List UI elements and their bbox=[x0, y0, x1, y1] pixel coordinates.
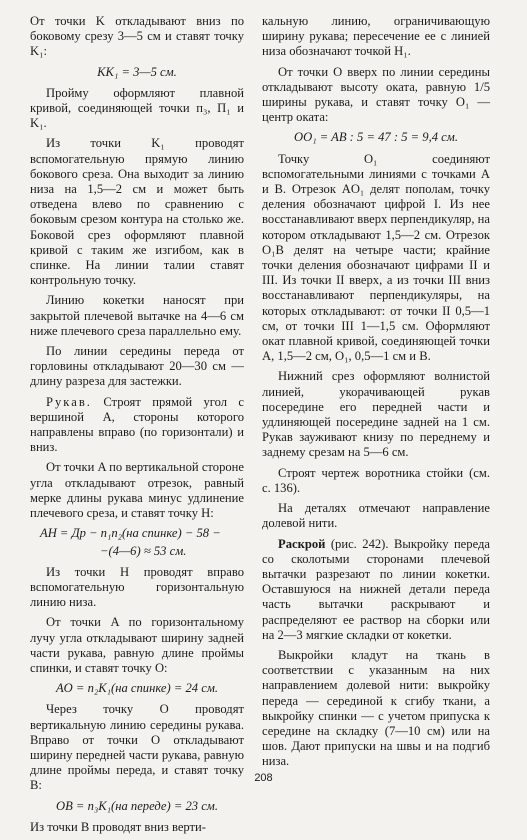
paragraph: На деталях отмечают направление долевой нити. bbox=[262, 501, 490, 531]
paragraph: Из точки K₁ проводят вспомогательную прямую линию бокового среза. Она выходит за линию низа на 1,5—2 см и может быть отведена влево по сравнению с боковым срезом контура на столько же. Боковой срез оформляют плавной кривой с таким же изгибом, как в спинке. На линии талии ставят контрольную точку. bbox=[30, 136, 244, 288]
paragraph: Линию кокетки наносят при закрытой плечевой вытачке на 4—6 см ниже плечевого среза параллельно ему. bbox=[30, 293, 244, 338]
formula: OO₁ = AB : 5 = 47 : 5 = 9,4 см. bbox=[294, 130, 458, 145]
paragraph: Через точку O проводят вертикальную линию середины рукава. Вправо от точки O откладывают ширину передней части рукава, равную длине проймы переда, и ставят точку B: bbox=[30, 702, 244, 793]
paragraph: По линии середины переда от горловины откладывают 20—30 см — длину разреза для застежки. bbox=[30, 344, 244, 389]
paragraph: Из точки H проводят вправо вспомогательную горизонтальную линию низа. bbox=[30, 564, 244, 610]
paragraph: Выкройки кладут на ткань в соответствии с указанным на них направлением долевой нити: выкройку переда — серединой к сгибу ткани, а выкройку спинки — с учетом припуска к середине на складку (7—10 см) или на шов. Дают припуски на швы и на подгиб низа. bbox=[262, 647, 490, 769]
paragraph: Пройму оформляют плавной кривой, соединяющей точки п₃, П₁ и K₁. bbox=[30, 85, 244, 131]
formula: OB = п₃K₁(на переде) = 23 см. bbox=[55, 798, 218, 813]
section-lead: Раскрой bbox=[278, 536, 326, 551]
section-lead: Рукав. bbox=[46, 394, 92, 409]
page-number: 208 bbox=[254, 772, 273, 784]
paragraph: кальную линию, ограничивающую ширину рукава; пересечение ее с линией низа обозначают точкой H₁. bbox=[262, 14, 490, 59]
formula-continued: −(4—6) ≈ 53 см. bbox=[100, 543, 187, 558]
paragraph: Строят чертеж воротника стойки (см. с. 136). bbox=[262, 465, 490, 495]
right-column bbox=[262, 14, 490, 775]
paragraph bbox=[30, 395, 244, 456]
paragraph: От точки K откладывают вниз по боковому срезу 3—5 см и ставят точку K₁: bbox=[30, 14, 244, 59]
paragraph: Из точки B проводят вниз верти- bbox=[30, 819, 206, 834]
paragraph: Точку O₁ соединяют вспомогательными линиями с точками A и B. Отрезок AO₁ делят пополам, точку деления обозначают цифрой I. Из нее восстанавливают вверх перпендикуляр, на котором откладывают 1,5—2 см. Отрезок O₁B делят на четыре части; крайние точки деления обозначают цифрами II и III. Из точки II вверх, а из точки III вниз восстанавливают перпендикуляры, на которых откладывают: от точки II 0,5—1 см, от точки III 1—1,5 см. Оформляют окат плавной кривой, соединяющей точки A, 1,5—2 см, O₁, 0,5—1 см и B. bbox=[262, 151, 490, 364]
paragraph: От точки A по горизонтальному лучу угла откладывают ширину задней части рукава, равную длине проймы спинки, и ставят точку O: bbox=[30, 615, 244, 675]
formula: AO = п₂K₁(на спинке) = 24 см. bbox=[55, 681, 219, 696]
formula: AH = Др − п₁п₂(на спинке) − 58 − bbox=[40, 526, 221, 541]
paragraph-text: Строят прямой угол с вершиной A, стороны которого направлены вправо (по горизонтали) и вниз. bbox=[30, 394, 244, 455]
formula: KK₁ = 3—5 см. bbox=[97, 64, 177, 79]
paragraph: От точки O вверх по линии середины откладывают высоту оката, равную 1/5 ширины рукава, и ставят точку O₁ — центр оката: bbox=[262, 64, 490, 125]
paragraph-text: (рис. 242). Выкройку переда со сколотыми сторонами плечевой вытачки разрезают по линии кокетки. Оставшуюся на нижней детали переда часть вытачки раскрывают и распределяют ее раствор на сборки или на 2—3 мягкие складки от кокетки. bbox=[262, 536, 490, 642]
paragraph bbox=[262, 537, 490, 643]
paragraph: Нижний срез оформляют волнистой линией, укорачивающей рукав посередине его передней части и удлиняющей посередине задней на 1 см. Рукав зауживают книзу по переднему и заднему срезам на 5—6 см. bbox=[262, 369, 490, 460]
left-column bbox=[30, 14, 244, 840]
paragraph: От точки A по вертикальной стороне угла откладывают отрезок, равный мерке длины рукава минус удлинение плечевого среза, и ставят точку H: bbox=[30, 460, 244, 521]
